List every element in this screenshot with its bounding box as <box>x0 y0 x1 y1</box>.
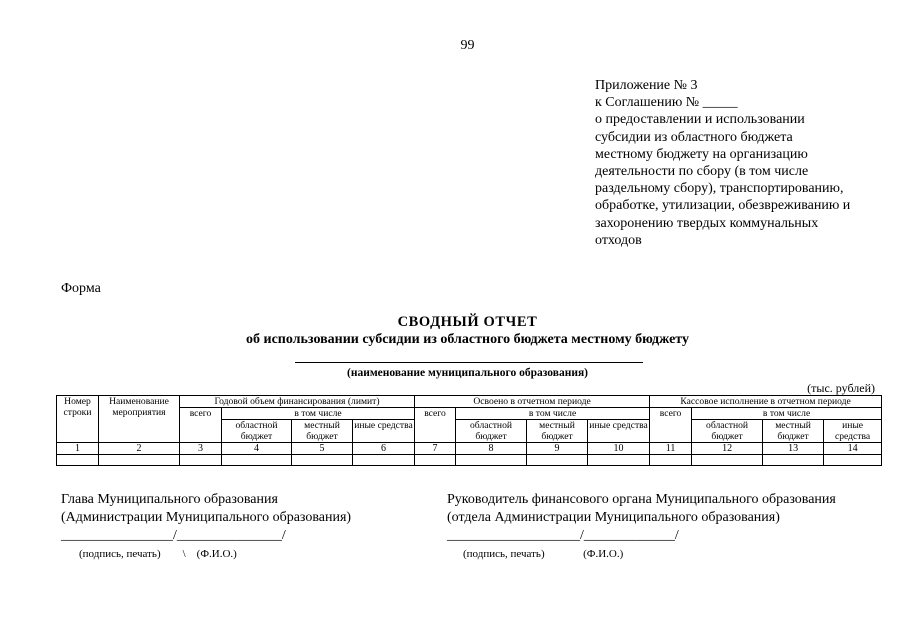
appendix-line: о предоставлении и использовании <box>595 112 805 128</box>
appendix-line: субсидии из областного бюджета <box>595 129 793 145</box>
header-local-budget: местный бюджет <box>763 420 824 443</box>
signature-block-head <box>61 491 351 563</box>
signature-line: ___________________/_____________/ <box>447 528 679 543</box>
appendix-line: захоронению твердых коммунальных <box>595 215 819 231</box>
column-number-row <box>57 443 882 455</box>
units-label: (тыс. рублей) <box>807 381 875 395</box>
column-number: 2 <box>99 443 180 455</box>
appendix-line: отходов <box>595 232 642 248</box>
table-cell <box>292 455 353 466</box>
header-local-budget: местный бюджет <box>292 420 353 443</box>
header-row-number: Номер строки <box>57 396 99 443</box>
header-total: всего <box>180 408 222 443</box>
header-other-funds: иные средства <box>353 420 415 443</box>
column-number: 6 <box>353 443 415 455</box>
page-number: 99 <box>460 38 475 53</box>
header-mastered: Освоено в отчетном периоде <box>415 396 650 408</box>
header-total: всего <box>415 408 456 443</box>
table-cell <box>222 455 292 466</box>
table-row <box>57 455 882 466</box>
appendix-line: деятельности по сбору (в том числе <box>595 164 809 180</box>
table-cell <box>456 455 527 466</box>
table-cell <box>588 455 650 466</box>
column-number: 12 <box>692 443 763 455</box>
column-number: 14 <box>824 443 882 455</box>
column-number: 1 <box>57 443 99 455</box>
header-including: в том числе <box>456 408 650 420</box>
appendix-block <box>595 77 885 249</box>
header-regional-budget: областной бюджет <box>692 420 763 443</box>
header-other-funds: иные средства <box>588 420 650 443</box>
appendix-line: обработке, утилизации, обезвреживанию и <box>595 198 851 214</box>
header-cash-execution: Кассовое исполнение в отчетном периоде <box>650 396 882 408</box>
column-number: 4 <box>222 443 292 455</box>
appendix-line: Приложение № 3 <box>595 78 698 93</box>
column-number: 10 <box>588 443 650 455</box>
header-local-budget: местный бюджет <box>527 420 588 443</box>
column-number: 9 <box>527 443 588 455</box>
table-cell <box>763 455 824 466</box>
appendix-line: к Соглашению № _____ <box>595 95 738 111</box>
signature-block-finance <box>447 491 836 563</box>
report-table <box>56 395 882 466</box>
column-number: 11 <box>650 443 692 455</box>
header-total: всего <box>650 408 692 443</box>
header-regional-budget: областной бюджет <box>456 420 527 443</box>
municipality-caption: (наименование муниципального образования) <box>346 367 588 379</box>
header-event-name: Наименование мероприятия <box>99 396 180 443</box>
table-cell <box>692 455 763 466</box>
column-number: 7 <box>415 443 456 455</box>
form-label: Форма <box>61 281 101 296</box>
header-regional-budget: областной бюджет <box>222 420 292 443</box>
table-cell <box>415 455 456 466</box>
signature-caption: (подпись, печать) (Ф.И.О.) <box>463 548 624 560</box>
appendix-line: раздельному сбору), транспортированию, <box>595 181 844 197</box>
table-cell <box>180 455 222 466</box>
column-number: 8 <box>456 443 527 455</box>
report-title: СВОДНЫЙ ОТЧЕТ <box>397 314 538 330</box>
signature-line: ________________/_______________/ <box>61 528 286 543</box>
signature-title: Руководитель финансового органа Муниципального образования <box>447 492 836 507</box>
municipality-name-line <box>295 350 643 363</box>
column-number: 5 <box>292 443 353 455</box>
table-cell <box>353 455 415 466</box>
column-number: 3 <box>180 443 222 455</box>
table-cell <box>824 455 882 466</box>
header-including: в том числе <box>692 408 882 420</box>
table-cell <box>99 455 180 466</box>
signature-subtitle: (Администрации Муниципального образования) <box>61 510 352 525</box>
header-including: в том числе <box>222 408 415 420</box>
table-cell <box>527 455 588 466</box>
table-cell <box>57 455 99 466</box>
appendix-line: местному бюджету на организацию <box>595 146 808 162</box>
signature-subtitle: (отдела Администрации Муниципального образования) <box>447 510 780 525</box>
header-other-funds: иные средства <box>824 420 882 443</box>
table-cell <box>650 455 692 466</box>
header-annual-financing: Годовой объем финансирования (лимит) <box>180 396 415 408</box>
signature-title: Глава Муниципального образования <box>61 492 278 507</box>
signature-caption: (подпись, печать) \ (Ф.И.О.) <box>79 548 237 560</box>
report-subtitle: об использовании субсидии из областного бюджета местному бюджету <box>246 332 689 347</box>
column-number: 13 <box>763 443 824 455</box>
